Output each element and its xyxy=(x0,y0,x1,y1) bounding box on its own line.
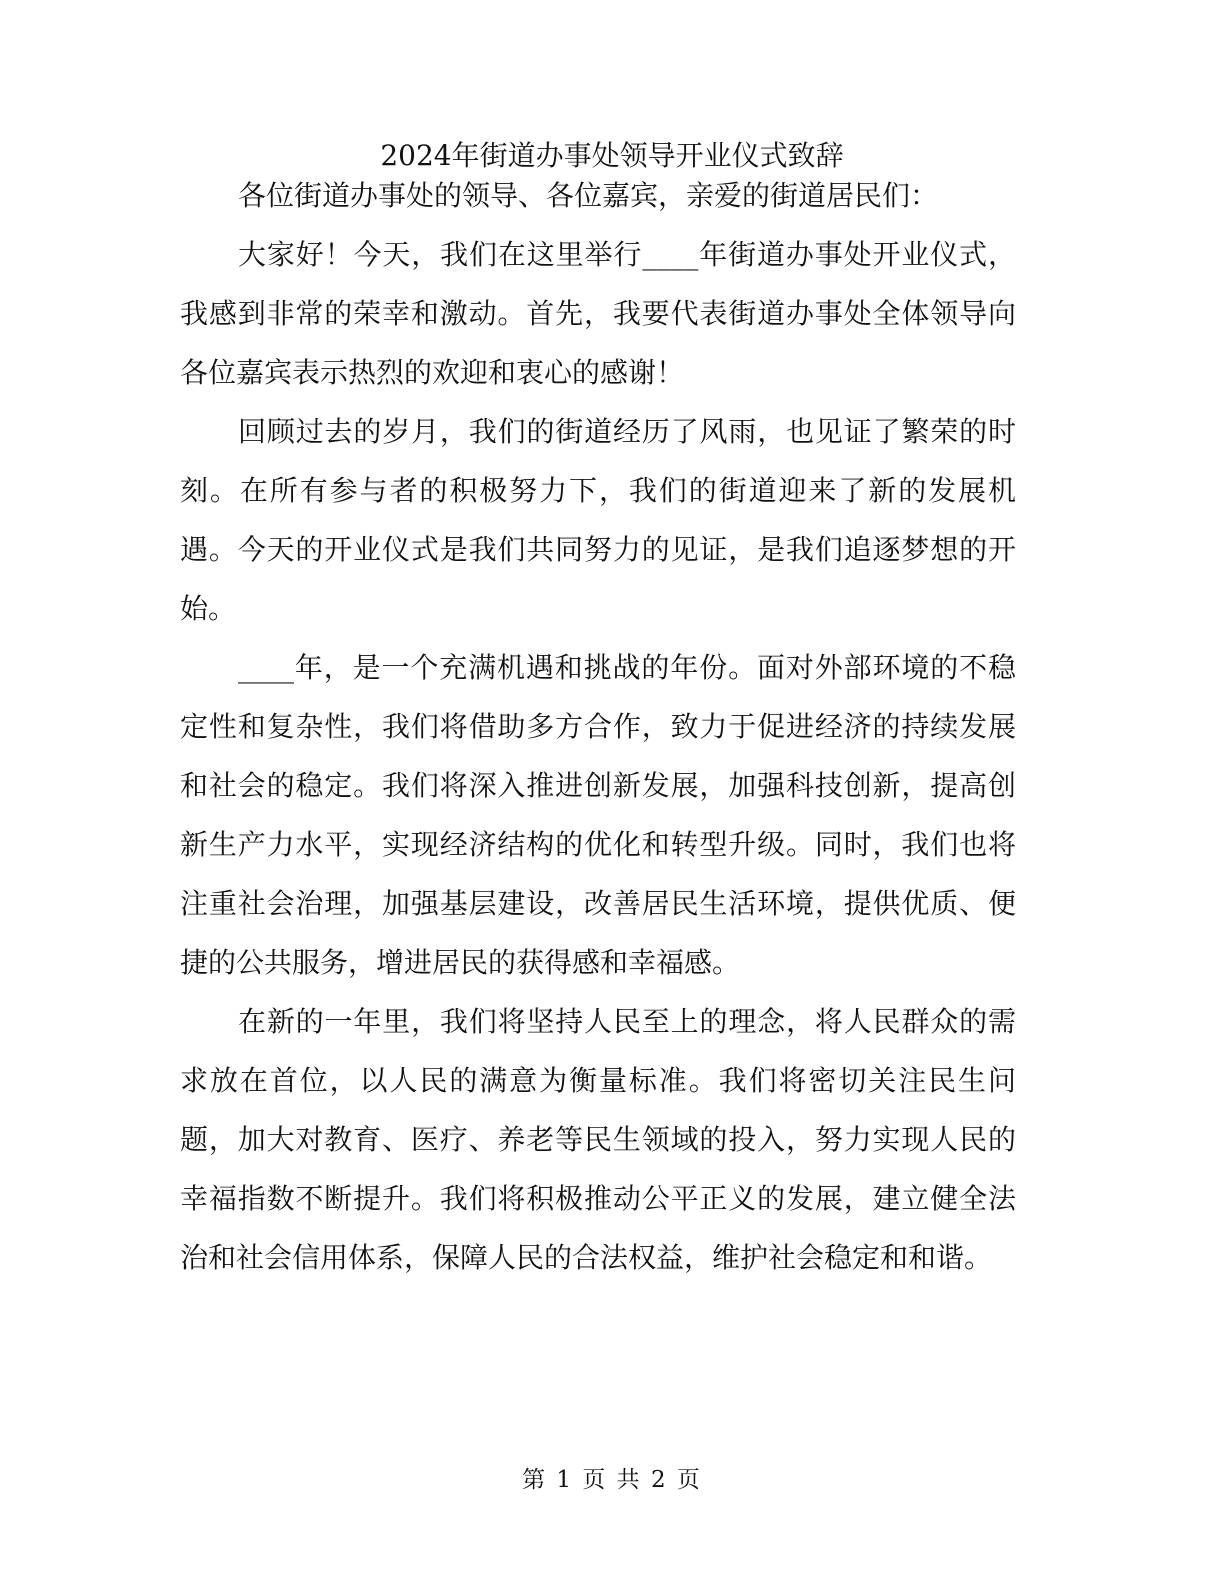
document-body xyxy=(180,166,1016,1287)
page-footer: 第 1 页 共 2 页 xyxy=(522,1467,702,1493)
paragraph-salutation: 各位街道办事处的领导、各位嘉宾，亲爱的街道居民们： xyxy=(238,179,939,212)
paragraph-commitment: 在新的一年里，我们将坚持人民至上的理念，将人民群众的需求放在首位，以人民的满意为衡量标准。我们将密切关注民生问题，加大对教育、医疗、养老等民生领域的投入，努力实现人民的幸福指数不断提升。我们将积极推动公平正义的发展，建立健全法治和社会信用体系，保障人民的合法权益，维护社会稳定和和谐。 xyxy=(180,1005,1016,1274)
document-title: 2024年街道办事处领导开业仪式致辞 xyxy=(380,139,844,172)
paragraph-review: 回顾过去的岁月，我们的街道经历了风雨，也见证了繁荣的时刻。在所有参与者的积极努力下，我们的街道迎来了新的发展机遇。今天的开业仪式是我们共同努力的见证，是我们追逐梦想的开始。 xyxy=(180,415,1016,625)
paragraph-plans: ____年，是一个充满机遇和挑战的年份。面对外部环境的不稳定性和复杂性，我们将借助多方合作，致力于促进经济的持续发展和社会的稳定。我们将深入推进创新发展，加强科技创新，提高创新生产力水平，实现经济结构的优化和转型升级。同时，我们也将注重社会治理，加强基层建设，改善居民生活环境，提供优质、便捷的公共服务，增进居民的获得感和幸福感。 xyxy=(180,651,1016,979)
paragraph-greeting: 大家好！今天，我们在这里举行____年街道办事处开业仪式，我感到非常的荣幸和激动。首先，我要代表街道办事处全体领导向各位嘉宾表示热烈的欢迎和衷心的感谢！ xyxy=(180,238,1016,389)
